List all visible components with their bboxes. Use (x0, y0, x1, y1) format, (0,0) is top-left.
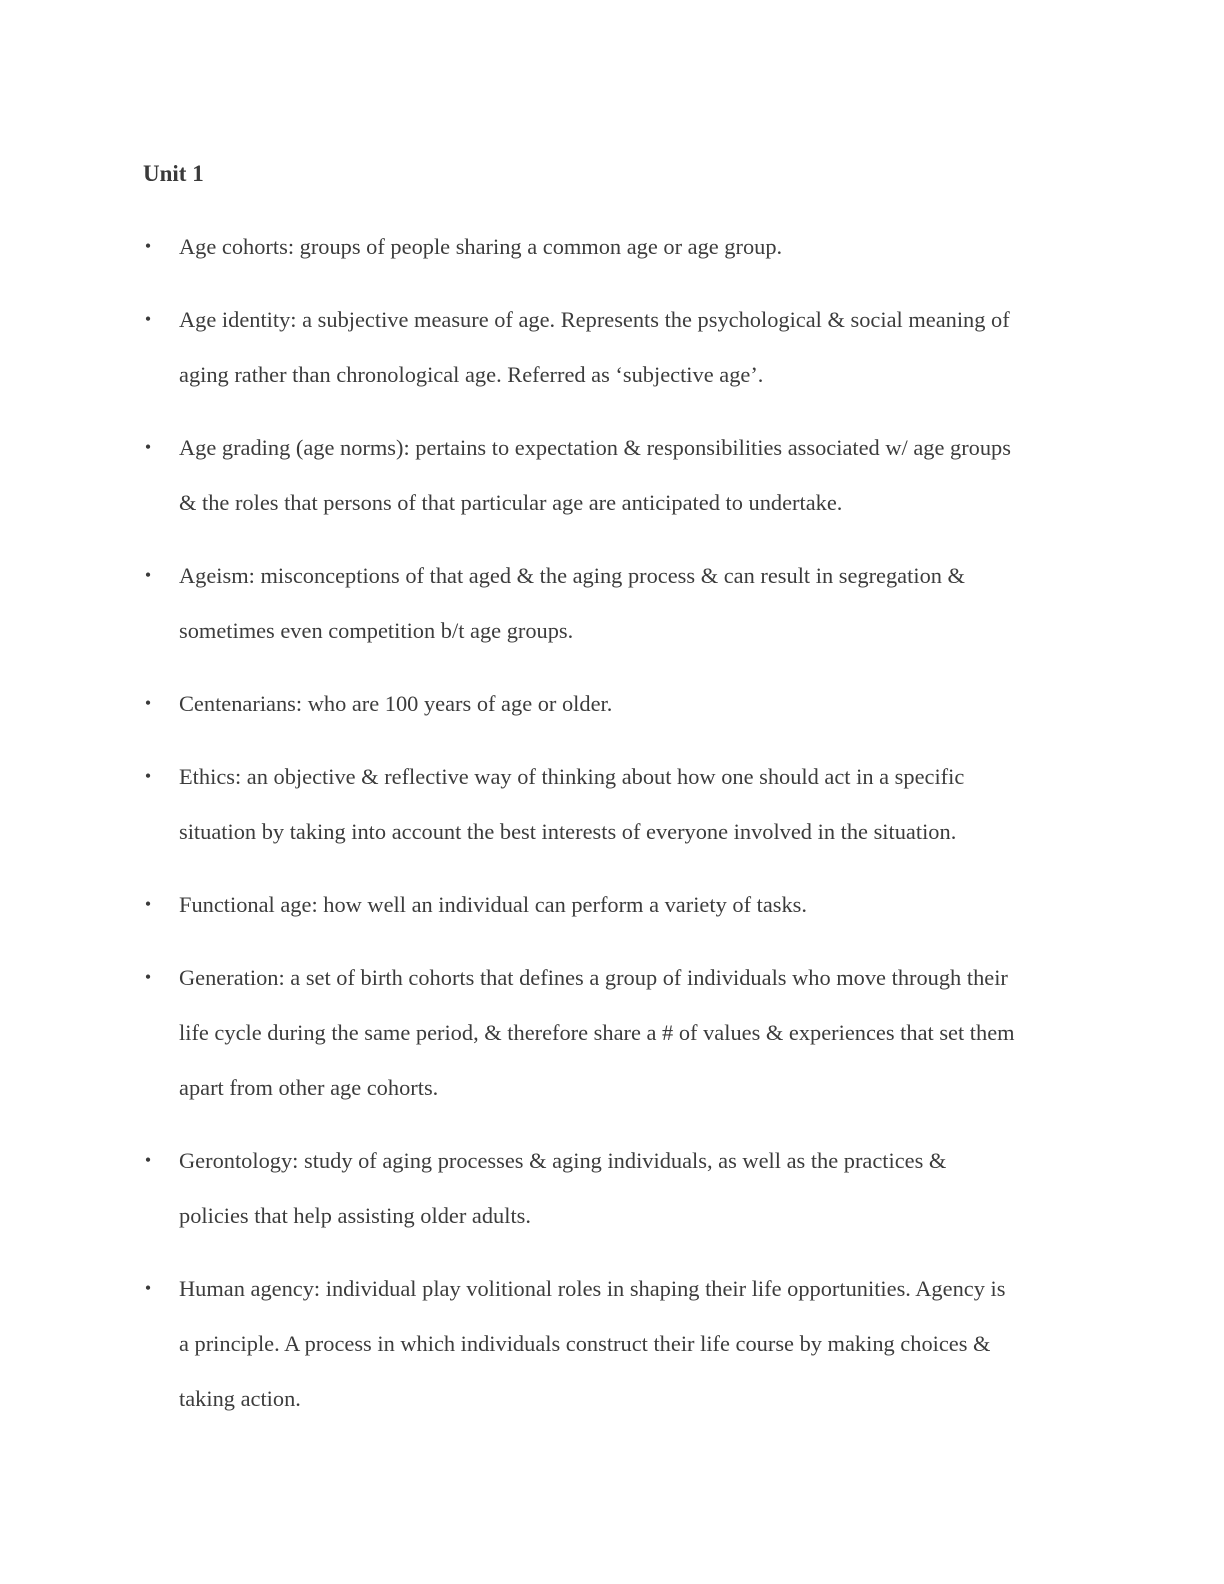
text-line: Human agency: individual play volitional roles in shaping their life opportunities. Agency is (179, 1276, 1006, 1301)
text-line: a principle. A process in which individuals construct their life course by making choices & (179, 1331, 991, 1356)
term-definition (179, 676, 1074, 731)
term-definition (179, 1261, 1074, 1426)
bullet-icon: • (144, 693, 152, 713)
text-line: Ageism: misconceptions of that aged & the aging process & can result in segregation & (179, 563, 965, 588)
text-line: & the roles that persons of that particular age are anticipated to undertake. (179, 490, 843, 515)
text-line: Age cohorts: groups of people sharing a common age or age group. (179, 234, 783, 259)
text-line: Functional age: how well an individual can perform a variety of tasks. (179, 892, 807, 917)
unit-heading: Unit 1 (143, 161, 204, 186)
term-definition (179, 420, 1074, 530)
text-line: Gerontology: study of aging processes & aging individuals, as well as the practices & (179, 1148, 947, 1173)
text-line: sometimes even competition b/t age groups. (179, 618, 574, 643)
bullet-icon: • (144, 437, 152, 457)
text-line: aging rather than chronological age. Referred as ‘subjective age’. (179, 362, 764, 387)
term-definition (179, 1133, 1074, 1243)
text-line: policies that help assisting older adults. (179, 1203, 531, 1228)
bullet-icon: • (144, 309, 152, 329)
bullet-icon: • (144, 1150, 152, 1170)
term-definition (179, 749, 1074, 859)
text-line: Age grading (age norms): pertains to expectation & responsibilities associated w/ age groups (179, 435, 1011, 460)
text-line: Ethics: an objective & reflective way of thinking about how one should act in a specific (179, 764, 965, 789)
text-line: Age identity: a subjective measure of age. Represents the psychological & social meaning of (179, 307, 1010, 332)
bullet-icon: • (144, 766, 152, 786)
term-definition (179, 877, 1074, 932)
bullet-icon: • (144, 236, 152, 256)
bullet-icon: • (144, 967, 152, 987)
term-definition (179, 950, 1074, 1115)
text-line: Generation: a set of birth cohorts that defines a group of individuals who move through their (179, 965, 1008, 990)
bullet-icon: • (144, 565, 152, 585)
term-definition (179, 219, 1074, 274)
text-line: life cycle during the same period, & therefore share a # of values & experiences that set them (179, 1020, 1015, 1045)
bullet-icon: • (144, 1278, 152, 1298)
text-line: apart from other age cohorts. (179, 1075, 439, 1100)
text-line: situation by taking into account the best interests of everyone involved in the situation. (179, 819, 957, 844)
text-line: taking action. (179, 1386, 301, 1411)
text-line: Centenarians: who are 100 years of age or older. (179, 691, 613, 716)
bullet-icon: • (144, 894, 152, 914)
term-definition (179, 292, 1074, 402)
term-definition (179, 548, 1074, 658)
